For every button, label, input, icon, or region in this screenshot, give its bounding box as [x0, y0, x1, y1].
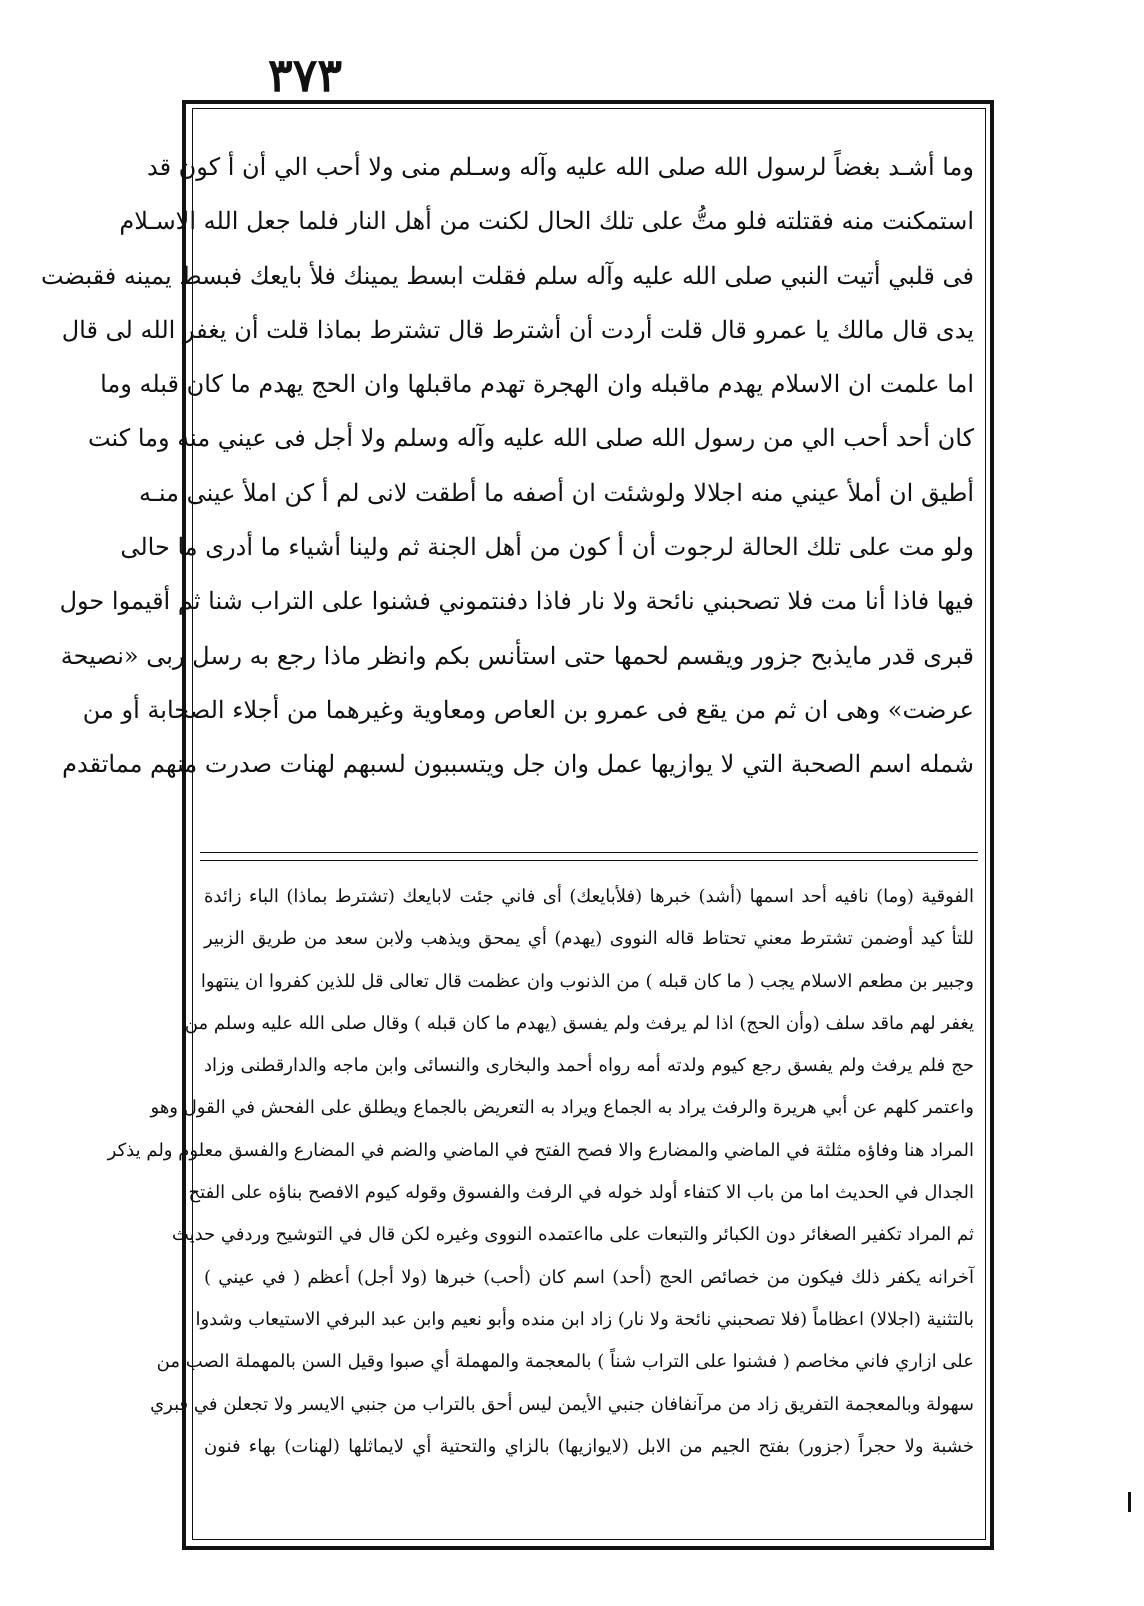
- footnote-line: بالتثنية (اجلالا) اعظاماً (فلا تصحبني نائحة ولا نار) زاد ابن منده وأبو نعيم وابن عبد البرفي الاستيعاب وشدوا: [195, 1308, 974, 1330]
- footnote-line: المراد هنا وفاؤه مثلثة في الماضي والمضارع والا فصح الفتح في الماضي والضم في المضارع والفسق معلوم ولم يذكر: [107, 1139, 974, 1161]
- footnote-line: للتأ كيد أوضمن تشترط معني تحتاط قاله النووى (يهدم) أي يمحق ويذهب ولابن سعد من طريق الزبير: [204, 928, 974, 950]
- footnote-line: سهولة وبالمعجمة التفريق زاد من مرآنفافان جنبي الأيمن ليس أحق بالتراب من جنبي الايسر ولا تجعلن في قبري: [150, 1393, 974, 1415]
- page-number: ٣٧٣: [267, 48, 343, 102]
- main-text-line: فى قلبي أتيت النبي صلى الله عليه وآله سلم فقلت ابسط يمينك فلأ بايعك فبسط يمينه فقبضت: [40, 261, 974, 290]
- footnote-line: آخرانه يكفر ذلك فيكون من خصائص الحج (أحد) اسم كان (أحب) خبرها (ولا أجل) أعظم ( في عيني ): [204, 1266, 974, 1288]
- footnote-line: خشبة ولا حجراً (جزور) بفتح الجيم من الابل (لايوازيها) بالزاي والتحتية أي لايماثلها (لهنات) بهاء فنون: [204, 1435, 974, 1457]
- main-text-line: وما أشـد بغضاً لرسول الله صلى الله عليه وآله وسـلم منى ولا أحب الي أن أ كون قد: [146, 153, 974, 181]
- main-text-line: شمله اسم الصحبة التي لا يوازيها عمل وان جل ويتسببون لسبهم لهنات صدرت منهم مماتقدم: [62, 750, 974, 779]
- footnote-line: وجبير بن مطعم الاسلام يجب ( ما كان قبله ) من الذنوب وان عظمت قال تعالى قل للذين كفروا ان ينتهوا: [200, 970, 974, 992]
- footnote-divider-bottom: [200, 860, 978, 861]
- main-text-line: عرضت» وهى ان ثم من يقع فى عمرو بن العاص ومعاوية وغيرهما من أجلاء الصحابة أو من: [82, 695, 974, 724]
- main-text-line: اما علمت ان الاسلام يهدم ماقبله وان الهجرة تهدم ماقبلها وان الحج يهدم ما كان قبله وما: [100, 370, 974, 399]
- footnotes-block: [107, 876, 974, 1468]
- footnote-line: على ازاري فاني مخاصم ( فشنوا على التراب شناً ) بالمعجمة والمهملة أي صبوا وقيل السن بالمهملة الصب من: [156, 1351, 974, 1373]
- main-text-line: يدى قال مالك يا عمرو قال قلت أردت أن أشترط قال تشترط بماذا قلت أن يغفر الله لى قال: [61, 315, 974, 344]
- footnote-line: الجدال في الحديث اما من باب الا كتفاء أولد خوله في الرفث والفسوق وقوله كيوم الافصح بناؤه على الفتح: [188, 1182, 974, 1204]
- scan-edge-mark: [1128, 1492, 1131, 1512]
- main-text-block: [40, 140, 974, 792]
- footnote-line: واعتمر كلهم عن أبي هريرة والرفث يراد به الجماع ويراد به التعريض بالجماع ويطلق على الفحش في القول وهو: [150, 1097, 974, 1119]
- footnote-line: يغفر لهم ماقد سلف (وأن الحج) اذا لم يرفث ولم يفسق (يهدم ما كان قبله ) وقال صلى الله عليه وسلم من: [184, 1012, 974, 1034]
- main-text-line: ولو مت على تلك الحالة لرجوت أن أ كون من أهل الجنة ثم ولينا أشياء ما أدرى ما حالى: [120, 533, 974, 562]
- main-text-line: كان أحد أحب الي من رسول الله صلى الله عليه وآله وسلم ولا أجل فى عيني منه وما كنت: [87, 424, 974, 453]
- main-text-line: استمكنت منه فقتلته فلو متُّ على تلك الحال لكنت من أهل النار فلما جعل الله الاسـلام: [119, 207, 974, 236]
- footnote-divider-top: [200, 852, 978, 853]
- main-text-line: فيها فاذا أنا مت فلا تصحبني نائحة ولا نار فاذا دفنتموني فشنوا على التراب شنا ثم أقيموا حول: [59, 587, 974, 616]
- main-text-line: قبرى قدر مايذبح جزور ويقسم لحمها حتى استأنس بكم وانظر ماذا رجع به رسل ربى «نصيحة: [60, 641, 974, 670]
- footnote-line: حج فلم يرفث ولم يفسق رجع كيوم ولدته أمه رواه أحمد والبخارى والنسائى وابن ماجه والدارقطنى وزاد: [204, 1055, 974, 1077]
- footnote-line: ثم المراد تكفير الصغائر دون الكبائر والتبعات على مااعتمده النووى وغيره لكن قال في التوشيح وردفي حديث: [171, 1224, 974, 1246]
- main-text-line: أطيق ان أملأ عيني منه اجلالا ولوشئت ان أصفه ما أطقت لانى لم أ كن املأ عينى منـه: [138, 478, 974, 507]
- footnote-line: الفوقية (وما) نافيه أحد اسمها (أشد) خبرها (فلأبايعك) أى فاني جئت لابايعك (تشترط بماذا) الباء زائدة: [204, 886, 974, 907]
